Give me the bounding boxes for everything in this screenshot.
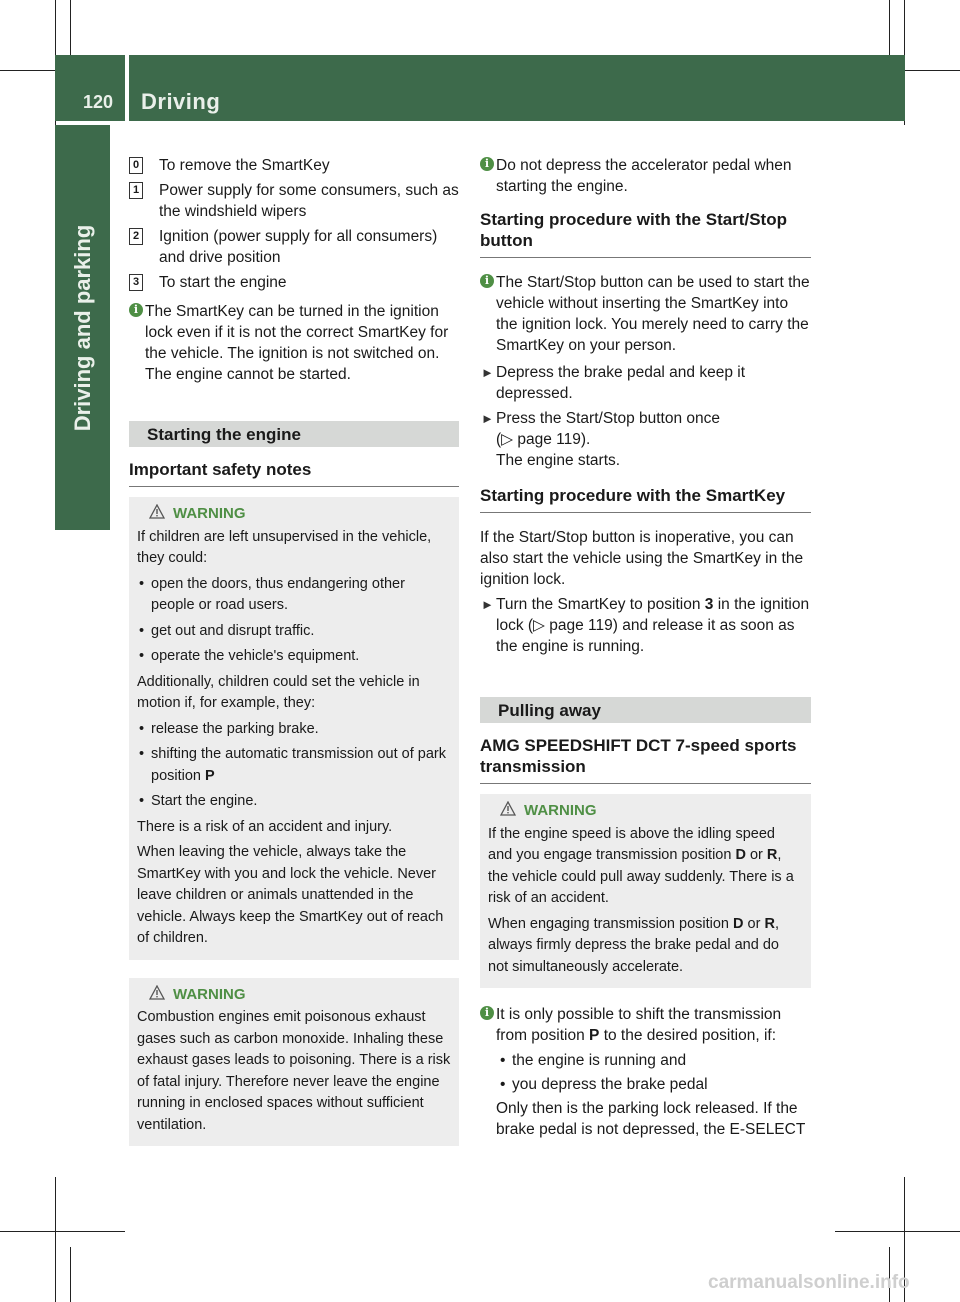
- bullet-text: open the doors, thus endangering other people or road users.: [151, 575, 405, 613]
- bullet-text: release the parking brake.: [151, 720, 319, 737]
- warning-label: WARNING: [524, 802, 597, 819]
- chapter-label: Driving and parking: [69, 224, 95, 431]
- list-item: • operate the vehicle's equipment.: [139, 648, 360, 664]
- warning-heading: [488, 800, 803, 822]
- warning-text: Additionally, children could set the vehicle in motion if, for example, they:: [137, 673, 420, 711]
- list-item: [129, 226, 459, 268]
- header-separator: [125, 55, 129, 121]
- info-note: [129, 301, 459, 385]
- info-text: The SmartKey can be turned in the ignition lock even if it is not the correct SmartKey for the vehicle. The ignition is not switched on. The engine cannot be started.: [145, 303, 449, 383]
- warning-icon: [500, 801, 516, 816]
- list-item: • shifting the automatic transmission out of park position P: [139, 746, 446, 784]
- warning-heading: [137, 984, 451, 1006]
- instruction-step: [480, 408, 811, 471]
- warning-box: [129, 497, 459, 960]
- crop-mark: [70, 0, 71, 55]
- bullet-text: operate the vehicle's equipment.: [151, 648, 360, 664]
- bullet-text: Start the engine.: [151, 793, 258, 809]
- warning-box: [129, 978, 459, 1147]
- info-note: [480, 155, 811, 197]
- position-number: 0: [129, 157, 143, 174]
- list-item: [129, 155, 459, 176]
- bullet-text: you depress the brake pedal: [512, 1076, 708, 1093]
- position-number: 1: [129, 182, 143, 199]
- info-text: Only then is the parking lock released. If the brake pedal is not depressed, the E-SELECT: [496, 1100, 806, 1138]
- step-arrow-icon: ►: [481, 365, 494, 380]
- list-item: • release the parking brake.: [139, 720, 319, 737]
- step-text: Turn the SmartKey to position: [496, 596, 701, 613]
- info-note: [480, 1004, 811, 1140]
- info-icon: i: [480, 1006, 494, 1020]
- crop-mark: [889, 0, 890, 55]
- warning-text: When engaging transmission position D or R, always firmly depress the brake pedal and do not simultaneously accelerate.: [488, 915, 779, 975]
- warning-label: WARNING: [173, 985, 246, 1003]
- warning-icon: [149, 985, 165, 1000]
- info-text: to the desired position, if:: [603, 1027, 777, 1044]
- list-item-text: Ignition (power supply for all consumers) and drive position: [159, 228, 438, 266]
- crop-mark: [835, 1231, 960, 1232]
- list-item: • the engine is running and: [500, 1052, 687, 1069]
- list-item: • Start the engine.: [139, 793, 258, 809]
- position-number: 3: [129, 274, 143, 291]
- step-arrow-icon: ►: [481, 597, 494, 612]
- body-text: If the Start/Stop button is inoperative, you can also start the vehicle using the SmartKey in the ignition lock.: [480, 529, 804, 588]
- subsection-heading: AMG SPEEDSHIFT DCT 7-speed sports transmission: [480, 735, 811, 784]
- page-number: 120: [83, 92, 114, 112]
- warning-heading: [137, 503, 451, 525]
- list-item: [129, 272, 459, 293]
- subsection-heading: Important safety notes: [129, 459, 459, 487]
- warning-icon: [149, 504, 165, 519]
- position-number: 2: [129, 228, 143, 245]
- page-reference[interactable]: (▷ page 119).: [496, 431, 591, 448]
- watermark: carmanualsonline.info: [708, 1272, 910, 1293]
- position-number: 3: [704, 596, 714, 613]
- section-heading: Starting the engine: [129, 421, 459, 447]
- info-text: The Start/Stop button can be used to start the vehicle without inserting the SmartKey into the ignition lock. You merely need to carry the SmartKey on your person.: [496, 274, 810, 354]
- warning-text: If the engine speed is above the idling speed and you engage transmission position D or R, the vehicle could pull away suddenly. There is a risk of an accident.: [488, 825, 794, 906]
- crop-mark: [70, 1247, 71, 1302]
- info-icon: i: [480, 157, 494, 171]
- step-text: in the ignition lock (▷ page 119) and release it as soon as the engine is running.: [496, 596, 810, 655]
- list-item: • you depress the brake pedal: [500, 1076, 708, 1093]
- warning-text: If children are left unsupervised in the vehicle, they could:: [137, 528, 432, 566]
- step-text: Press the Start/Stop button once: [496, 410, 721, 427]
- page-title: Driving: [141, 89, 221, 114]
- step-arrow-icon: ►: [481, 411, 494, 426]
- subsection-heading: Starting procedure with the SmartKey: [480, 485, 811, 513]
- step-result: The engine starts.: [496, 452, 621, 469]
- subsection-heading: Starting procedure with the Start/Stop button: [480, 209, 811, 258]
- list-item: • open the doors, thus endangering other people or road users.: [139, 575, 405, 613]
- instruction-step: [480, 362, 811, 404]
- info-text: Do not depress the accelerator pedal when starting the engine.: [496, 157, 792, 195]
- warning-text: Combustion engines emit poisonous exhaust gases such as carbon monoxide. Inhaling these exhaust gases leads to poisoning. There is a risk of fatal injury. Therefore never leave the engine running in enclosed spaces without sufficient ventilation.: [137, 1009, 451, 1133]
- left-column: [129, 155, 459, 1146]
- warning-box: [480, 794, 811, 988]
- instruction-step: [480, 594, 811, 657]
- bullet-text: get out and disrupt traffic.: [151, 622, 315, 639]
- crop-mark: [0, 1231, 125, 1232]
- bullet-text: the engine is running and: [512, 1052, 687, 1069]
- section-heading: Pulling away: [480, 697, 811, 723]
- info-icon: i: [480, 274, 494, 288]
- bullet-text: shifting the automatic transmission out of park position: [151, 746, 446, 784]
- step-text: Depress the brake pedal and keep it depressed.: [496, 364, 746, 402]
- warning-text: When leaving the vehicle, always take the SmartKey with you and lock the vehicle. Never leave children or animals unattended in the vehicle. Always keep the SmartKey out of reach of children.: [137, 844, 444, 946]
- gear-position: P: [205, 767, 215, 784]
- info-note: [480, 272, 811, 356]
- list-item-text: To remove the SmartKey: [159, 157, 330, 174]
- list-item-text: To start the engine: [159, 274, 287, 291]
- gear-position: P: [589, 1027, 600, 1044]
- right-column: [480, 155, 811, 1144]
- warning-text: There is a risk of an accident and injury.: [137, 818, 393, 835]
- list-item-text: Power supply for some consumers, such as the windshield wipers: [159, 182, 459, 220]
- chapter-tab: [55, 125, 110, 530]
- warning-label: WARNING: [173, 505, 246, 522]
- crop-mark: [55, 1177, 56, 1302]
- info-text: It is only possible to shift the transmission from position: [496, 1006, 782, 1044]
- info-icon: i: [129, 303, 143, 317]
- page-header: [55, 55, 905, 121]
- list-item: [129, 180, 459, 222]
- list-item: • get out and disrupt traffic.: [139, 622, 315, 639]
